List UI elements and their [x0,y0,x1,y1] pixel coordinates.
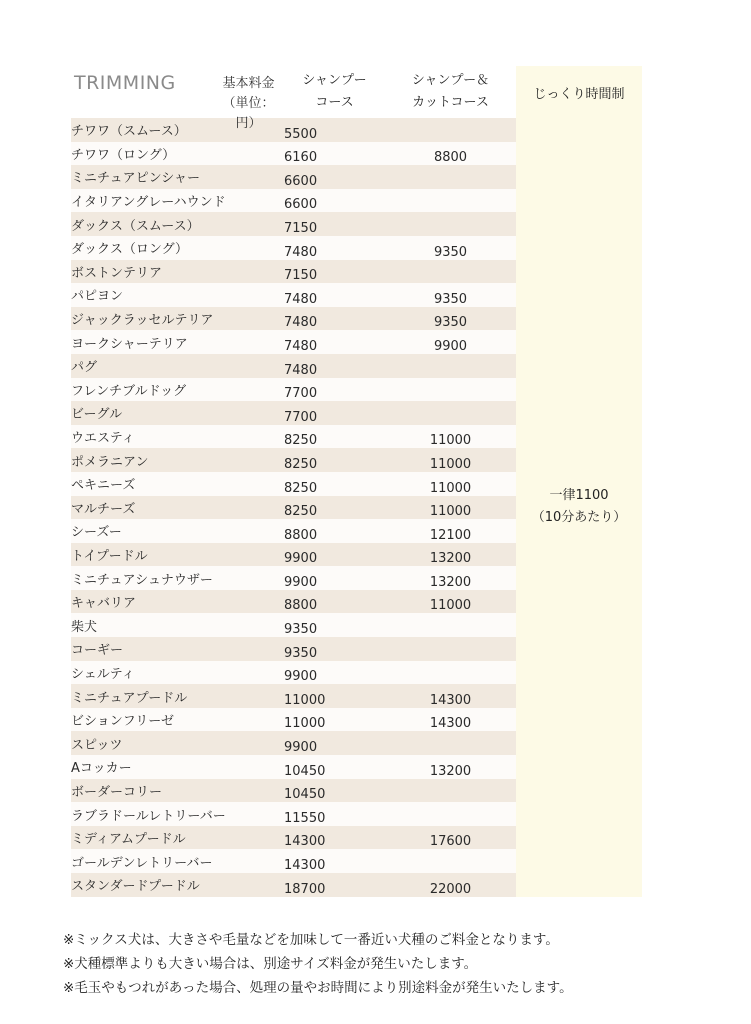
breed-name: シェルティ [71,661,284,685]
breed-name: ウエスティ [71,425,284,449]
shampoo-price: 11000 [284,708,385,732]
breed-name: Aコッカー [71,755,284,779]
shampoo-cut-price: 11000 [385,425,516,449]
shampoo-cut-course-header [385,66,516,118]
note-mix: ※ミックス犬は、大きさや毛量などを加味して一番近い犬種のご料金となります。 [63,932,559,948]
breed-name: シーズー [71,519,284,543]
breed-name: ボーダーコリー [71,779,284,803]
note-size: ※犬種標準よりも大きい場合は、別途サイズ料金が発生いたします。 [63,956,478,972]
shampoo-cut-price: 9350 [385,307,516,331]
note-matting: ※毛玉やもつれがあった場合、処理の量やお時間により別途料金が発生いたします。 [63,980,573,996]
notes [63,928,573,1000]
shampoo-price: 7700 [284,401,385,425]
price-table [71,66,642,897]
shampoo-cut-price [385,661,516,685]
shampoo-price: 8250 [284,448,385,472]
breed-name: ミニチュアピンシャー [71,165,284,189]
jikkuri-rate [516,118,642,897]
breed-name: ラブラドールレトリーバー [71,802,284,826]
shampoo-price: 9900 [284,731,385,755]
breed-name: スピッツ [71,731,284,755]
shampoo-cut-price [385,613,516,637]
shampoo-price: 18700 [284,873,385,897]
shampoo-price: 8800 [284,519,385,543]
breed-name: 柴犬 [71,613,284,637]
shampoo-price: 6600 [284,189,385,213]
jikkuri-rate-line1: 一律1100 [549,488,609,504]
price-body [71,118,642,897]
shampoo-price: 9900 [284,543,385,567]
shampoo-cut-price: 11000 [385,590,516,614]
breed-name: コーギー [71,637,284,661]
breed-name: ミニチュアシュナウザー [71,566,284,590]
breed-name: ボストンテリア [71,260,284,284]
shampoo-cut-price: 17600 [385,826,516,850]
shampoo-price: 7480 [284,330,385,354]
shampoo-price: 7480 [284,236,385,260]
base-price-label [213,74,284,134]
shampoo-cut-price: 9900 [385,330,516,354]
breed-name: フレンチブルドッグ [71,378,284,402]
shampoo-price: 7150 [284,212,385,236]
base-price-line2: （単位：円） [222,96,275,131]
shampoo-price: 7480 [284,354,385,378]
table-row [71,118,642,142]
shampoo-header-line2: コース [315,95,354,110]
shampoo-cut-price [385,165,516,189]
shampoo-cut-price [385,849,516,873]
shampoo-course-header [284,66,385,118]
shampoo-price: 9900 [284,566,385,590]
shampoo-price: 8250 [284,425,385,449]
shampoo-price: 9350 [284,637,385,661]
shampoo-price: 8250 [284,496,385,520]
shampoo-cut-price: 13200 [385,755,516,779]
shampoo-price: 9900 [284,661,385,685]
shampoo-cut-price [385,260,516,284]
shampoo-cut-price [385,354,516,378]
shampoo-cut-price: 12100 [385,519,516,543]
breed-name: パピヨン [71,283,284,307]
breed-name: ビーグル [71,401,284,425]
table-header-row [71,66,642,118]
breed-name: チワワ（ロング） [71,142,284,166]
shampoo-price: 7480 [284,283,385,307]
shampoo-price: 6160 [284,142,385,166]
shampoo-cut-price: 14300 [385,684,516,708]
shampoo-cut-price: 13200 [385,543,516,567]
shampoo-cut-price: 14300 [385,708,516,732]
base-price-line1: 基本料金 [222,76,275,91]
shampoo-cut-price: 11000 [385,472,516,496]
shampoo-price: 6600 [284,165,385,189]
shampoo-cut-price [385,802,516,826]
breed-name: ミディアムプードル [71,826,284,850]
shampoo-price: 8250 [284,472,385,496]
shampoo-cut-price [385,731,516,755]
shampoo-header-line1: シャンプー [302,73,367,88]
shampoo-price: 7700 [284,378,385,402]
shampoo-cut-price [385,212,516,236]
shampoo-cut-header-line1: シャンプー＆ [411,73,490,88]
shampoo-price: 14300 [284,826,385,850]
shampoo-cut-price: 8800 [385,142,516,166]
shampoo-price: 10450 [284,755,385,779]
breed-name: パグ [71,354,284,378]
shampoo-price: 10450 [284,779,385,803]
shampoo-cut-price [385,118,516,142]
breed-name: スタンダードプードル [71,873,284,897]
breed-name: トイプードル [71,543,284,567]
shampoo-cut-price [385,378,516,402]
shampoo-cut-price: 9350 [385,283,516,307]
shampoo-cut-price: 22000 [385,873,516,897]
breed-name: ミニチュアプードル [71,684,284,708]
shampoo-cut-price [385,779,516,803]
header-title-cell [71,66,284,131]
jikkuri-header: じっくり時間制 [516,66,642,118]
shampoo-price: 9350 [284,613,385,637]
breed-name: マルチーズ [71,496,284,520]
breed-name: ペキニーズ [71,472,284,496]
breed-name: ポメラニアン [71,448,284,472]
breed-name: ダックス（スムース） [71,212,284,236]
breed-name: ジャックラッセルテリア [71,307,284,331]
breed-name: ダックス（ロング） [71,236,284,260]
breed-name: ゴールデンレトリーバー [71,849,284,873]
breed-name: ビションフリーゼ [71,708,284,732]
shampoo-price: 7480 [284,307,385,331]
shampoo-cut-price: 11000 [385,448,516,472]
jikkuri-rate-line2: （10分あたり） [531,510,627,526]
shampoo-cut-price: 11000 [385,496,516,520]
shampoo-price: 7150 [284,260,385,284]
breed-name: イタリアングレーハウンド [71,189,284,213]
shampoo-cut-price [385,189,516,213]
breed-name: チワワ（スムース） [71,118,284,142]
shampoo-price: 14300 [284,849,385,873]
shampoo-price: 8800 [284,590,385,614]
shampoo-cut-price [385,401,516,425]
shampoo-cut-price: 13200 [385,566,516,590]
shampoo-price: 11550 [284,802,385,826]
shampoo-cut-header-line2: カットコース [412,95,489,110]
trimming-title: TRIMMING [74,72,176,94]
breed-name: ヨークシャーテリア [71,330,284,354]
breed-name: キャバリア [71,590,284,614]
shampoo-cut-price [385,637,516,661]
shampoo-cut-price: 9350 [385,236,516,260]
shampoo-price: 5500 [284,118,385,142]
shampoo-price: 11000 [284,684,385,708]
